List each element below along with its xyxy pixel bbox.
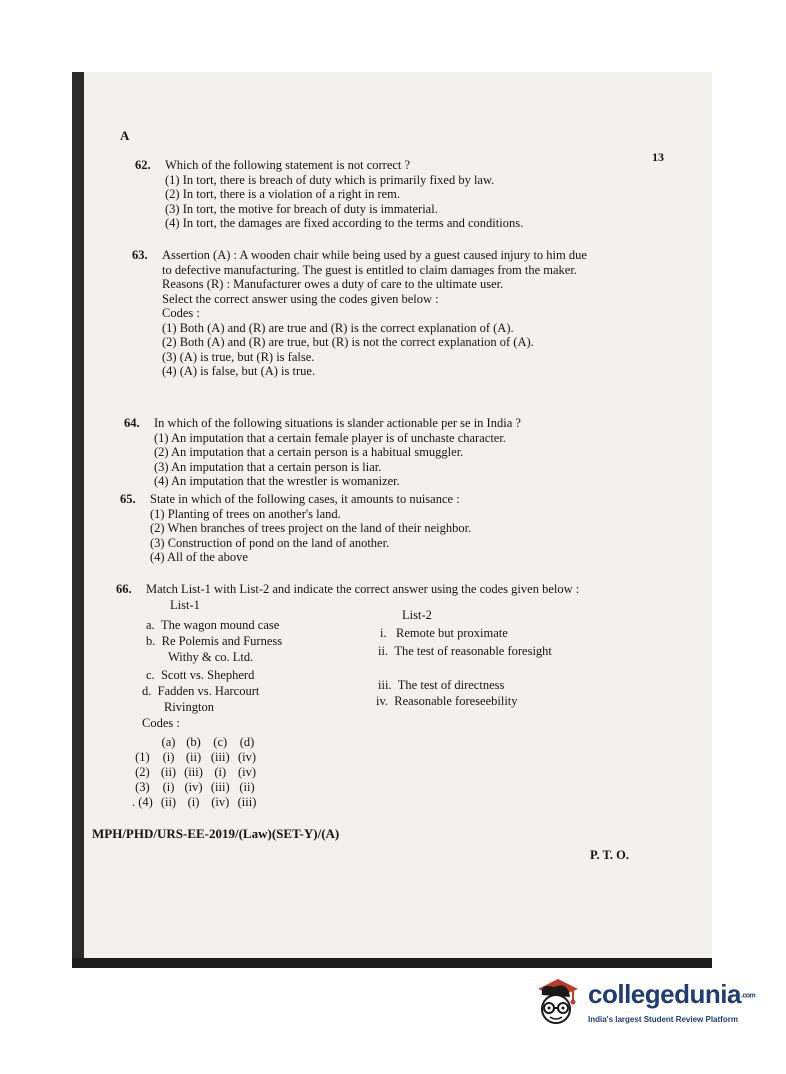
option: (2) Both (A) and (R) are true, but (R) is not the correct explanation of (A). — [162, 335, 534, 349]
codes-cell: (ii) — [160, 795, 177, 809]
codes-cell: (ii) — [160, 765, 177, 779]
list1-item — [146, 618, 279, 633]
question-text: In which of the following situations is slander actionable per se in India ? — [154, 416, 521, 430]
codes-row — [128, 750, 260, 765]
question-number: 65. — [120, 492, 136, 506]
option: (2) When branches of trees project on the land of their neighbor. — [150, 521, 472, 535]
option: (1) Planting of trees on another's land. — [150, 506, 341, 521]
logo-name: collegedunia — [588, 979, 741, 1009]
codes-cell: (iii) — [237, 795, 257, 809]
question-63 — [132, 248, 587, 379]
scan-bottom-edge — [72, 958, 712, 968]
option: (3) Construction of pond on the land of another. — [150, 535, 390, 550]
list2-item-label: iv. — [376, 694, 389, 708]
list2-item-label: iii. — [378, 678, 392, 692]
codes-cell: (iv) — [237, 765, 257, 779]
option: (2) An imputation that a certain person is a habitual smuggler. — [154, 445, 464, 459]
list2-item-text: The test of reasonable foresight — [394, 644, 552, 658]
question-64 — [124, 416, 521, 489]
list1-item-label: d. — [142, 684, 152, 698]
option: (3) In tort, the motive for breach of duty is immaterial. — [165, 201, 438, 216]
codes-cell: (2) — [135, 765, 150, 779]
option: (2) In tort, there is a violation of a right in rem. — [165, 187, 401, 201]
option: (3) An imputation that a certain person is liar. — [154, 459, 382, 474]
option: (3) (A) is true, but (R) is false. — [162, 349, 315, 364]
codes-row — [128, 780, 260, 795]
option: (1) In tort, there is breach of duty which is primarily fixed by law. — [165, 172, 495, 187]
question-text: Assertion (A) : A wooden chair while being used by a guest caused injury to him due — [162, 248, 587, 262]
question-65 — [120, 492, 471, 565]
question-text: Which of the following statement is not correct ? — [165, 158, 411, 172]
codes-row — [128, 795, 260, 810]
list1-item-text: Scott vs. Shepherd — [160, 668, 255, 682]
list1-item-text: Re Polemis and Furness — [161, 634, 283, 648]
paper-code: MPH/PHD/URS-EE-2019/(Law)(SET-Y)/(A) — [92, 826, 340, 841]
list2-item — [376, 694, 518, 709]
codes-cell: (i) — [214, 765, 227, 779]
list1-item — [142, 684, 259, 699]
question-text: Select the correct answer using the codes given below : — [162, 291, 439, 306]
pto-label: P. T. O. — [590, 848, 630, 862]
list2-item-text: Reasonable foreseebility — [394, 694, 518, 708]
option: (4) In tort, the damages are fixed according to the terms and conditions. — [165, 216, 524, 230]
codes-cell: (iv) — [237, 750, 257, 764]
logo-wordmark — [588, 979, 755, 1010]
page-number: 13 — [652, 150, 664, 164]
codes-cell: (iv) — [211, 795, 230, 809]
codes-cell: (c) — [213, 735, 228, 749]
list1-item-label: b. — [146, 634, 156, 648]
list1-item-label: c. — [146, 668, 155, 682]
codes-cell: (i) — [162, 750, 175, 764]
list1-item-continued: Rivington — [164, 700, 215, 714]
list1-item-text: The wagon mound case — [160, 618, 280, 632]
codes-label: Codes : — [162, 306, 200, 320]
question-number: 62. — [135, 158, 151, 172]
codes-cell: (3) — [135, 780, 150, 794]
list1-item — [146, 634, 282, 649]
question-number: 63. — [132, 248, 148, 262]
codes-cell — [128, 735, 157, 750]
codes-cell: (i) — [162, 780, 175, 794]
question-text: to defective manufacturing. The guest is entitled to claim damages from the maker. — [162, 262, 577, 277]
list2-item-text: Remote but proximate — [395, 626, 508, 640]
codes-cell: (iii) — [210, 750, 230, 764]
list1-header: List-1 — [170, 598, 200, 612]
question-number: 64. — [124, 416, 140, 430]
question-62 — [135, 158, 523, 231]
codes-table — [128, 735, 260, 810]
option: (4) All of the above — [150, 550, 248, 564]
codes-cell: (1) — [135, 750, 150, 764]
codes-cell: (i) — [187, 795, 200, 809]
question-text: Match List-1 with List-2 and indicate the correct answer using the codes given below : — [146, 582, 580, 596]
question-66 — [116, 582, 579, 597]
list2-item — [378, 678, 504, 693]
codes-cell: (ii) — [185, 750, 202, 764]
option: (1) Both (A) and (R) are true and (R) is the correct explanation of (A). — [162, 320, 514, 335]
codes-header-row — [128, 735, 260, 750]
question-text: State in which of the following cases, it amounts to nuisance : — [150, 492, 460, 506]
list1-item-label: a. — [146, 618, 155, 632]
list1-item-text: Fadden vs. Harcourt — [157, 684, 260, 698]
option: (4) An imputation that the wrestler is womanizer. — [154, 474, 400, 488]
list1-item — [146, 668, 254, 683]
codes-cell: . (4) — [132, 795, 153, 809]
codes-cell: (a) — [161, 735, 176, 749]
codes-cell: (b) — [186, 735, 201, 749]
codes-cell: (iii) — [184, 765, 203, 779]
codes-cell: (d) — [239, 735, 255, 749]
codes-cell: (iv) — [184, 780, 203, 794]
codes-cell: (iii) — [210, 780, 230, 794]
list2-item — [380, 626, 508, 641]
codes-label: Codes : — [142, 716, 180, 730]
list2-item-label: i. — [380, 626, 387, 640]
question-text: Reasons (R) : Manufacturer owes a duty of care to the ultimate user. — [162, 277, 504, 291]
collegedunia-logo[interactable] — [528, 975, 758, 1035]
list2-item — [378, 644, 552, 659]
mascot-icon — [528, 975, 584, 1033]
question-number: 66. — [116, 582, 132, 596]
list2-item-label: ii. — [378, 644, 389, 658]
codes-row — [128, 765, 260, 780]
list1-item-continued: Withy & co. Ltd. — [168, 650, 254, 664]
set-letter: A — [120, 128, 130, 143]
list2-item-text: The test of directness — [397, 678, 505, 692]
logo-suffix: .com — [740, 992, 756, 1000]
logo-tagline: India's largest Student Review Platform — [588, 1015, 738, 1024]
option: (4) (A) is false, but (A) is true. — [162, 364, 316, 378]
option: (1) An imputation that a certain female player is of unchaste character. — [154, 430, 506, 445]
list2-header: List-2 — [402, 608, 432, 622]
codes-cell: (ii) — [239, 780, 255, 794]
